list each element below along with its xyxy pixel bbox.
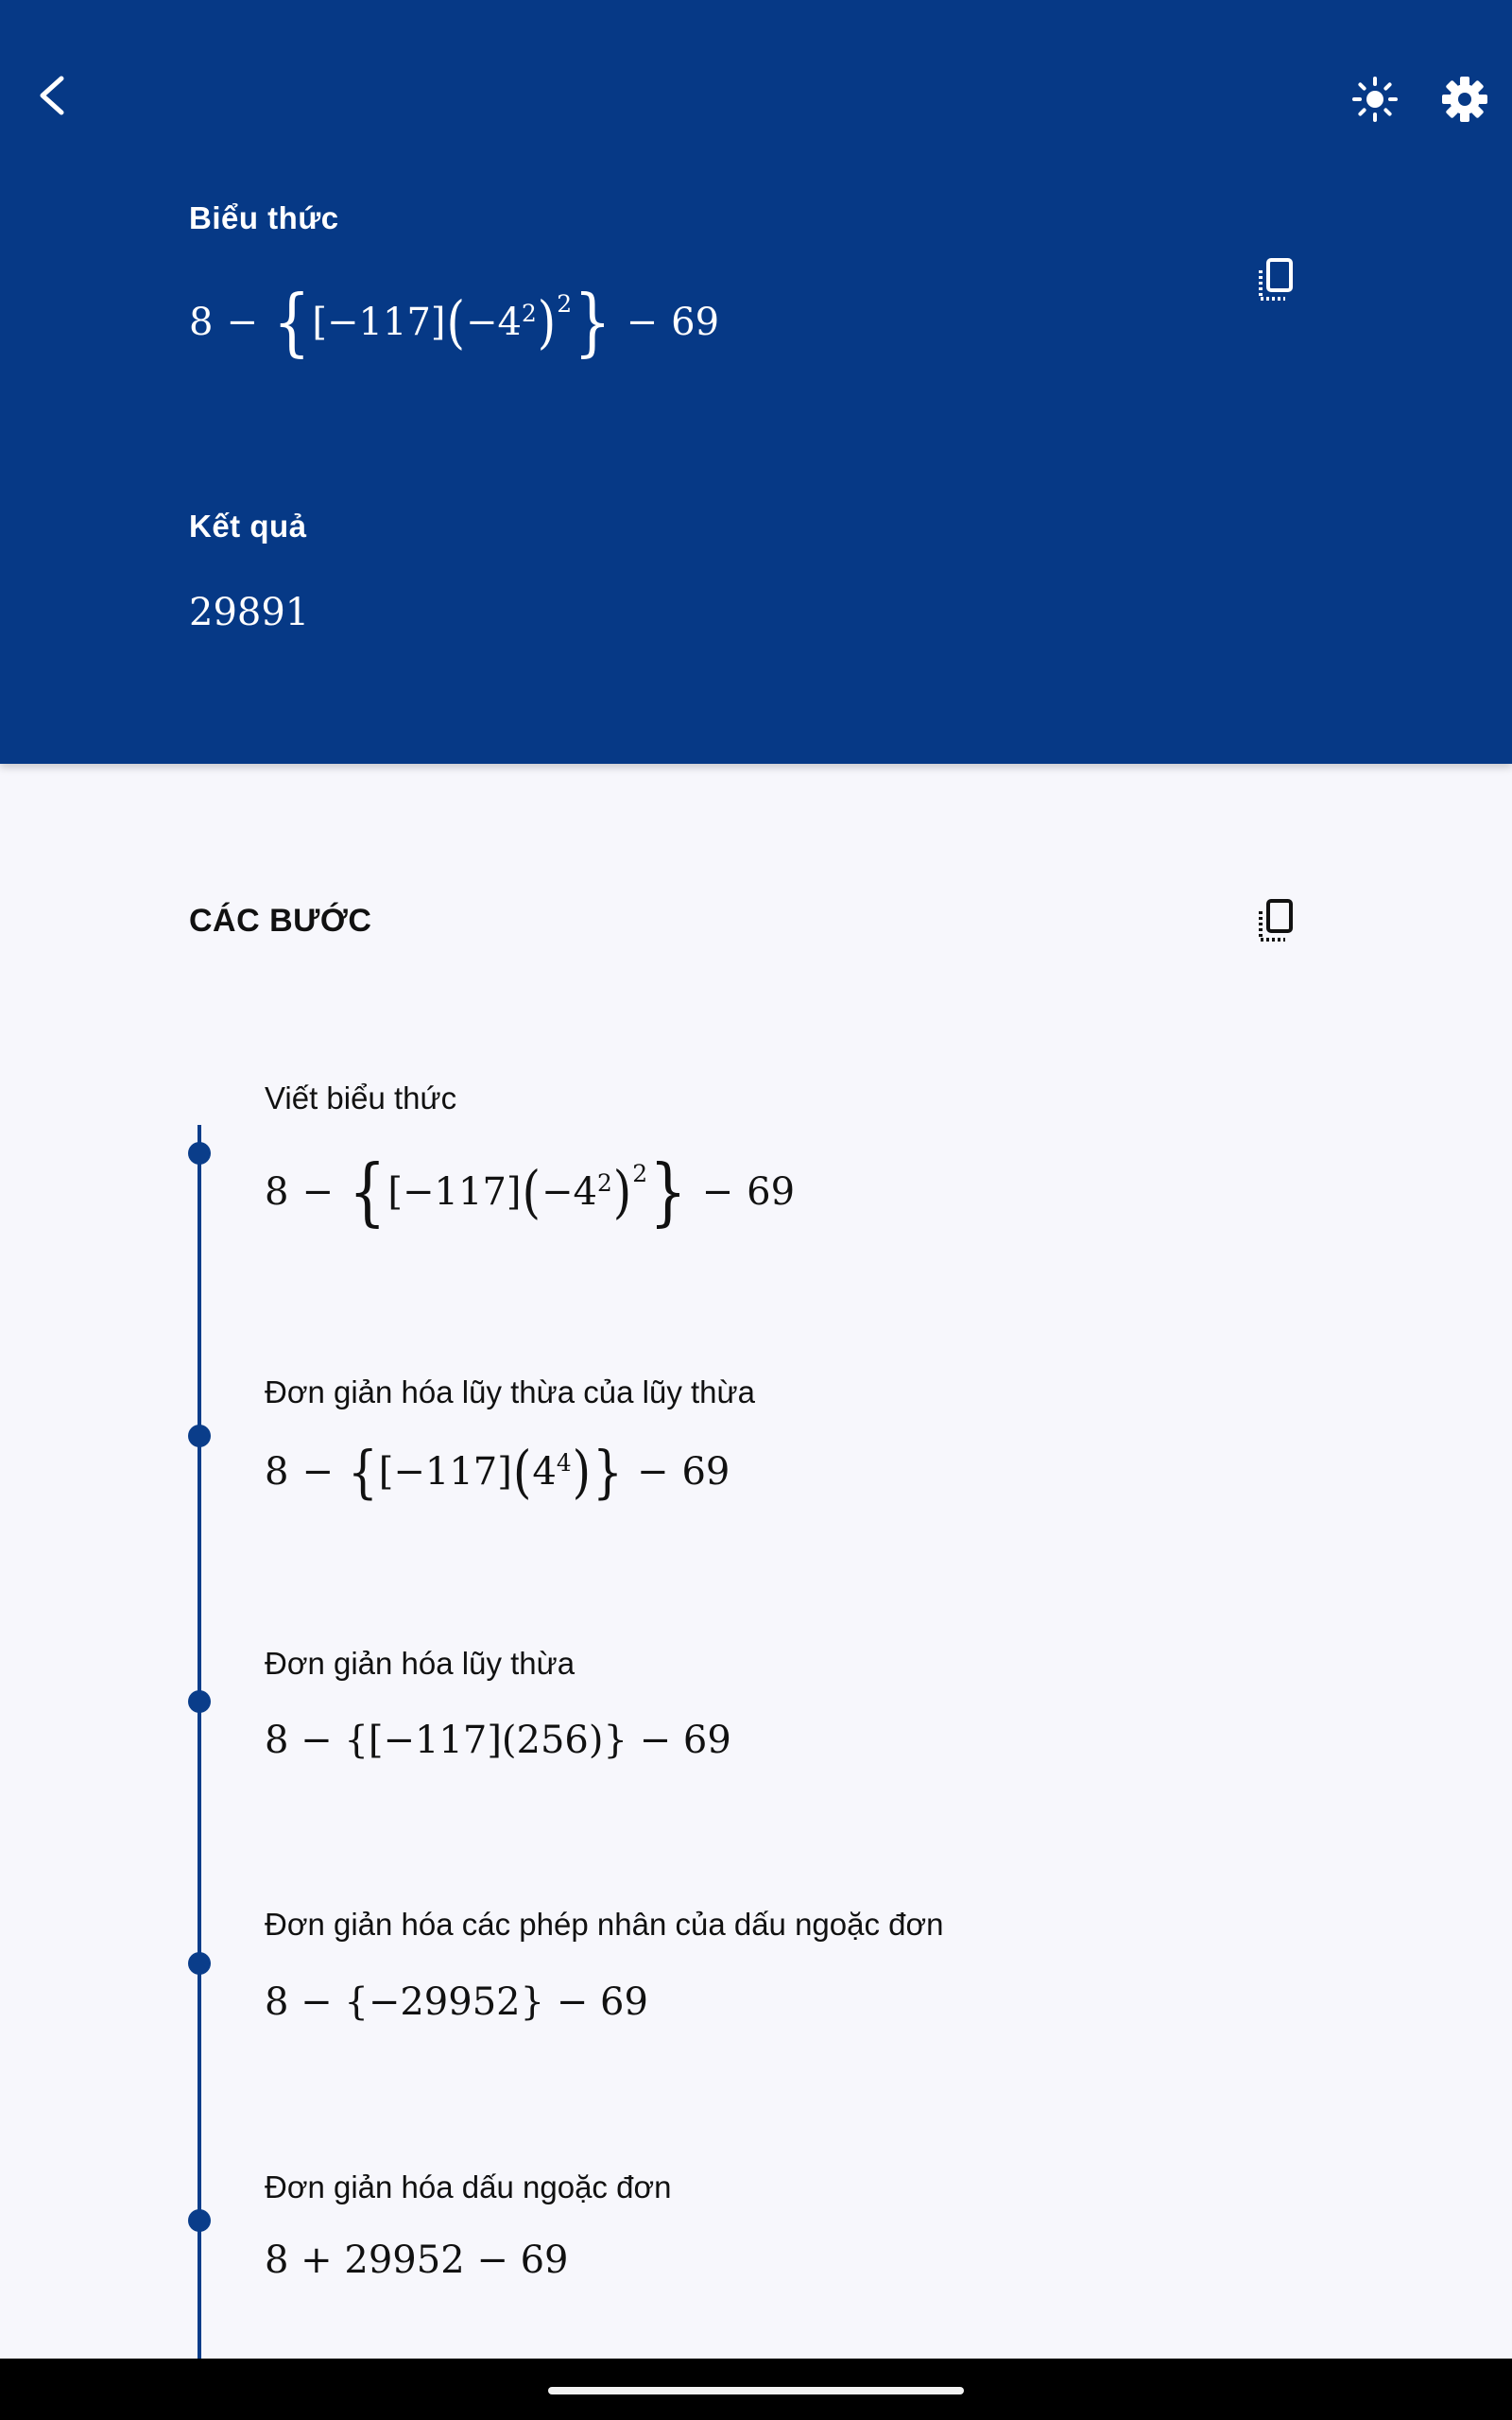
sun-icon	[1351, 76, 1399, 123]
expression-display	[189, 278, 720, 365]
back-button[interactable]	[19, 62, 85, 129]
steps-title: CÁC BƯỚC	[189, 903, 372, 939]
header-panel	[0, 0, 1512, 764]
math-brace: {	[272, 278, 311, 365]
copy-steps-button[interactable]	[1243, 889, 1309, 955]
step-math: 8 − { [−117] ( $-4^2$ ) $^2$ } − 69	[265, 1148, 796, 1235]
math-term: [−117]	[312, 301, 446, 344]
step-math: 8 + 29952 − 69	[265, 2238, 569, 2282]
step-label: Đơn giản hóa lũy thừa của lũy thừa	[265, 1374, 755, 1409]
step-label: Đơn giản hóa các phép nhân của dấu ngoặc đơn	[265, 1907, 944, 1942]
math-term: 8	[189, 301, 214, 344]
step-label: Viết biểu thức	[265, 1080, 457, 1115]
math-paren: (	[446, 289, 466, 355]
theme-toggle-button[interactable]	[1342, 66, 1408, 132]
step-dot	[188, 2209, 211, 2232]
step-dot	[188, 1952, 211, 1975]
step-dot	[188, 1142, 211, 1165]
math-term: 69	[671, 301, 720, 344]
step-math: 8 − {[−117](256)} − 69	[265, 1719, 731, 1762]
math-exponent: 2	[557, 289, 573, 318]
result-label: Kết quả	[189, 509, 307, 544]
step-math: 8 − { [−117] ( $4^4$ ) } − 69	[265, 1439, 730, 1505]
math-operator: −	[626, 301, 659, 344]
math-paren: )	[537, 289, 557, 355]
step-dot	[188, 1690, 211, 1713]
step-label: Đơn giản hóa lũy thừa	[265, 1646, 576, 1681]
expression-label: Biểu thức	[189, 200, 339, 235]
step-label: Đơn giản hóa dấu ngoặc đơn	[265, 2169, 672, 2204]
settings-button[interactable]	[1432, 66, 1498, 132]
copy-icon	[1255, 257, 1297, 304]
copy-icon	[1255, 898, 1297, 945]
step-math: 8 − {−29952} − 69	[265, 1980, 648, 2024]
step-dot	[188, 1425, 211, 1447]
home-gesture-handle[interactable]	[548, 2387, 964, 2394]
gear-icon	[1440, 75, 1489, 124]
steps-timeline	[198, 1125, 201, 2373]
math-power: $-4^2$	[466, 300, 537, 344]
result-value: 29891	[189, 591, 310, 634]
chevron-left-icon	[33, 73, 71, 118]
math-brace: }	[574, 278, 611, 365]
copy-expression-button[interactable]	[1243, 248, 1309, 314]
math-operator: −	[226, 301, 258, 344]
